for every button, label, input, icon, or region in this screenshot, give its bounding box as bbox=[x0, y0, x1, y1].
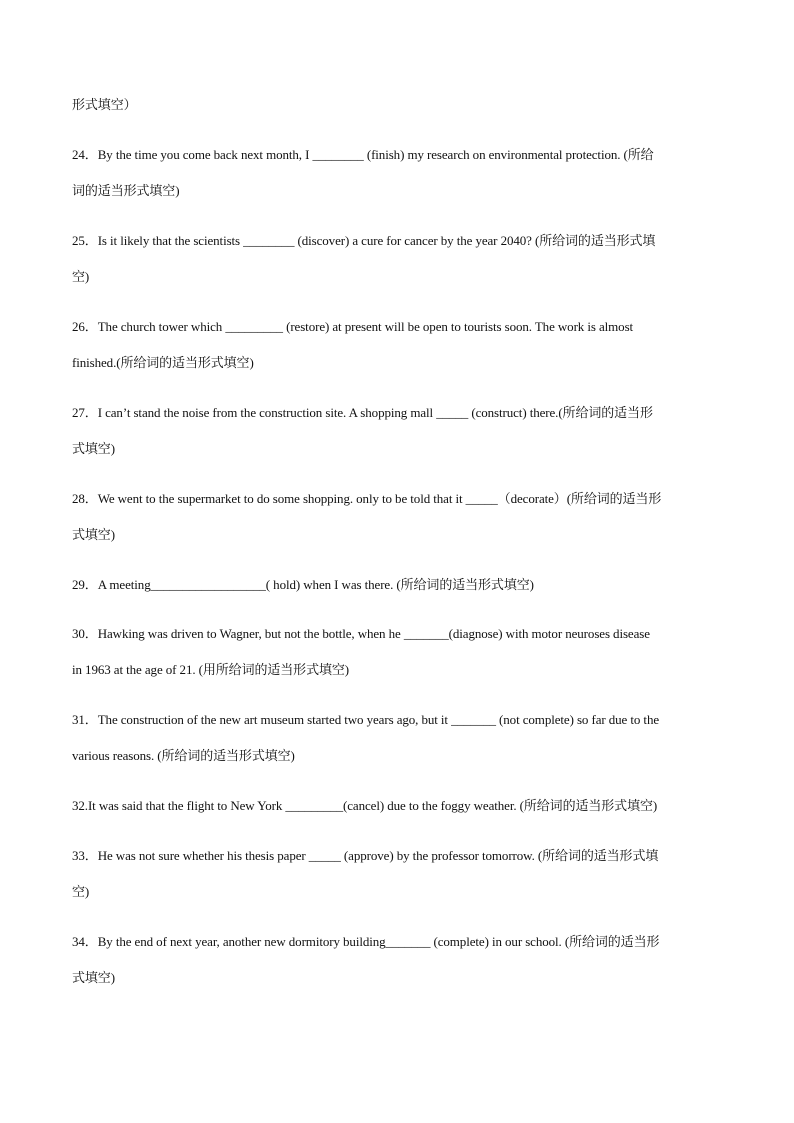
question-34-line-2: 式填空) bbox=[72, 970, 115, 985]
question-28-line-2: 式填空) bbox=[72, 527, 115, 542]
question-27-line-1: 27．I can’t stand the noise from the construction site. A shopping mall _____ (construct) there.(所给词的适当形 bbox=[72, 405, 653, 420]
question-32-line-1: 32.It was said that the flight to New York _________(cancel) due to the foggy weather. (所给词的适当形式填空) bbox=[72, 798, 658, 813]
question-33-line-1: 33．He was not sure whether his thesis paper _____ (approve) by the professor tomorrow. (所给词的适当形式填 bbox=[72, 848, 659, 863]
question-34-line-1: 34．By the end of next year, another new dormitory building_______ (complete) in our school. (所给词的适当形 bbox=[72, 934, 660, 949]
question-26-line-2: finished.(所给词的适当形式填空) bbox=[72, 355, 254, 370]
question-30-line-1: 30．Hawking was driven to Wagner, but not the bottle, when he _______(diagnose) with motor neuroses disease bbox=[72, 626, 650, 641]
question-27-line-2: 式填空) bbox=[72, 441, 115, 456]
question-29-line-1: 29．A meeting__________________( hold) when I was there. (所给词的适当形式填空) bbox=[72, 577, 534, 592]
text-line-continuation: 形式填空） bbox=[72, 97, 137, 112]
question-31-line-1: 31．The construction of the new art museum started two years ago, but it _______ (not complete) so far due to the bbox=[72, 712, 660, 727]
question-24-line-1: 24．By the time you come back next month, I ________ (finish) my research on environmental protection. (所给 bbox=[72, 147, 654, 162]
question-30-line-2: in 1963 at the age of 21. (用所给词的适当形式填空) bbox=[72, 662, 350, 677]
question-33-line-2: 空) bbox=[72, 884, 90, 899]
question-31-line-2: various reasons. (所给词的适当形式填空) bbox=[72, 748, 295, 763]
question-26-line-1: 26．The church tower which _________ (restore) at present will be open to tourists soon. The work is almost bbox=[72, 319, 634, 334]
question-24-line-2: 词的适当形式填空) bbox=[72, 183, 180, 198]
question-25-line-2: 空) bbox=[72, 269, 90, 284]
question-25-line-1: 25．Is it likely that the scientists ________ (discover) a cure for cancer by the year 2040? (所给词的适当形式填 bbox=[72, 233, 656, 248]
question-28-line-1: 28．We went to the supermarket to do some shopping. only to be told that it _____（decorate）(所给词的适当形 bbox=[72, 491, 662, 506]
